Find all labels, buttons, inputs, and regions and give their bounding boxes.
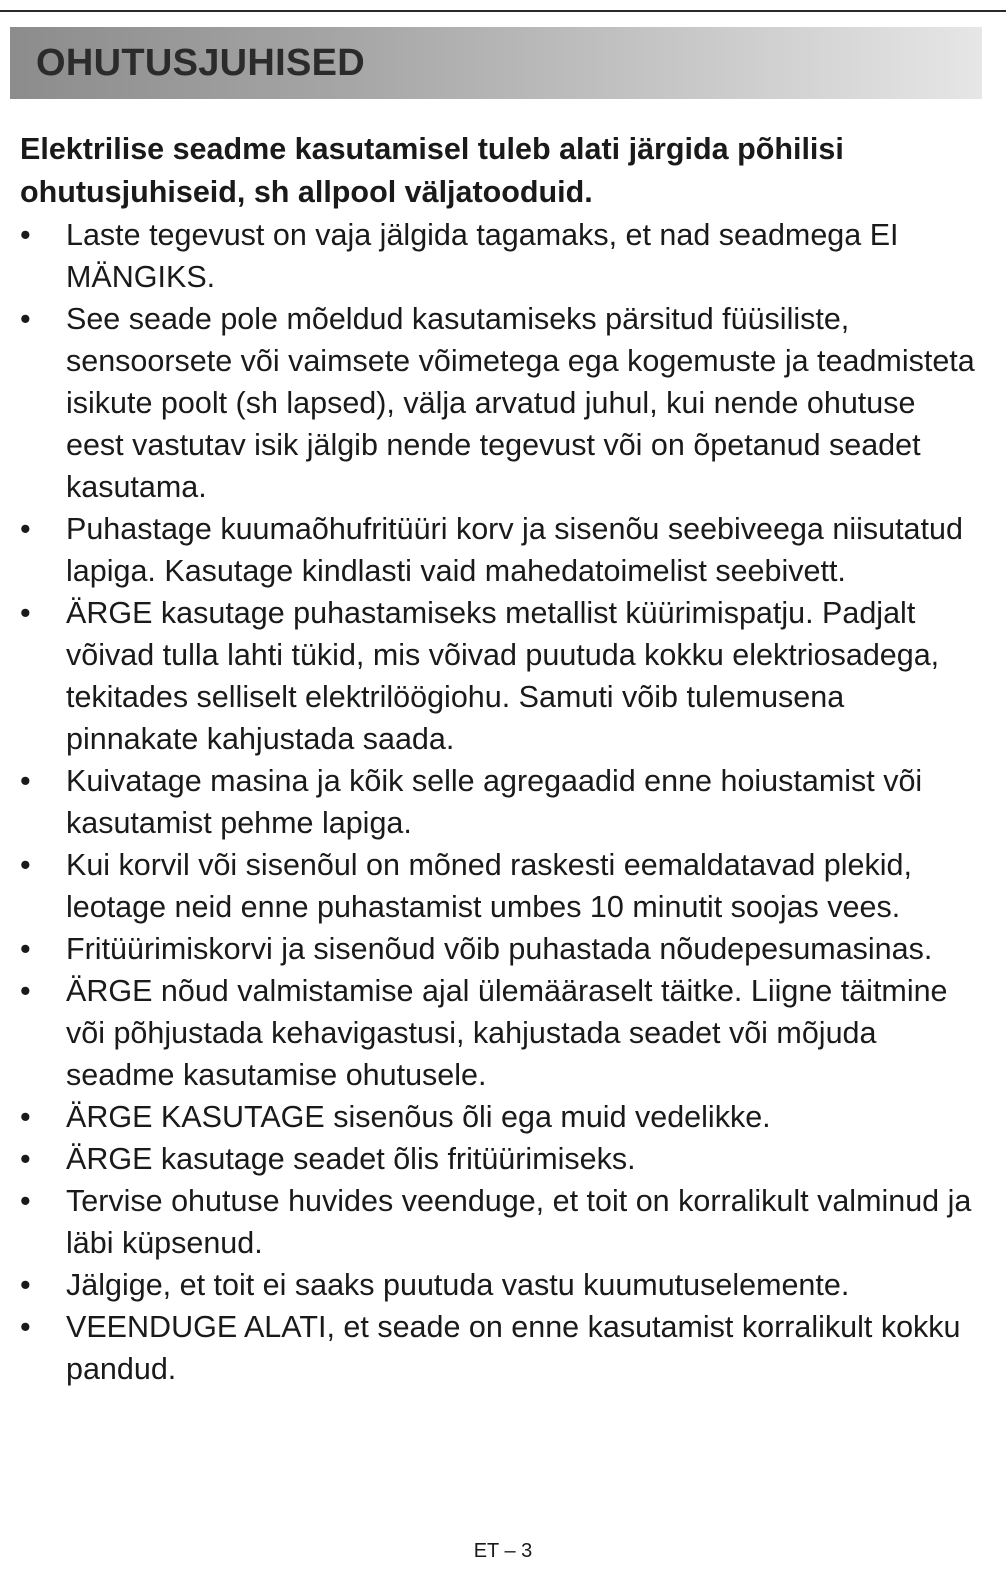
bullet-icon: •: [20, 1268, 31, 1302]
section-header: [10, 27, 982, 99]
bullet-icon: •: [20, 1100, 31, 1134]
list-item-text: ÄRGE kasutage puhastamiseks metallist küürimispatju. Padjalt võivad tulla lahti tükid, mis võivad puutuda kokku elektriosadega, tekitades selliselt elektrilöögiohu. Samuti võib tulemusena pinnakate kahjustada saada.: [66, 596, 940, 756]
bullet-icon: •: [20, 764, 31, 798]
bullet-icon: •: [20, 848, 31, 882]
bullet-icon: •: [20, 596, 31, 630]
bullet-icon: •: [20, 1310, 31, 1344]
list-item-text: ÄRGE kasutage seadet õlis fritüürimiseks.: [66, 1142, 636, 1176]
list-item: [20, 1264, 975, 1306]
list-item: [20, 1096, 975, 1138]
list-item: [20, 844, 975, 928]
list-item: [20, 1306, 975, 1390]
safety-list: [20, 214, 975, 1390]
list-item: [20, 1138, 975, 1180]
content: [20, 128, 975, 1390]
bullet-icon: •: [20, 1142, 31, 1176]
list-item: [20, 970, 975, 1096]
list-item-text: See seade pole mõeldud kasutamiseks pärsitud füüsiliste, sensoorsete või vaimsete võimetega ega kogemuste ja teadmisteta isikute poolt (sh lapsed), välja arvatud juhul, kui nende ohutuse eest vastutav isik jälgib nende tegevust või on õpetanud seadet kasutama.: [66, 302, 975, 504]
page-number: ET – 3: [473, 1540, 533, 1562]
bullet-icon: •: [20, 932, 31, 966]
section-title: OHUTUSJUHISED: [36, 42, 366, 84]
list-item-text: Kui korvil või sisenõul on mõned raskesti eemaldatavad plekid, leotage neid enne puhastamist umbes 10 minutit soojas vees.: [66, 848, 912, 924]
top-rule: [0, 10, 1006, 12]
list-item: [20, 1180, 975, 1264]
bullet-icon: •: [20, 1184, 31, 1218]
bullet-icon: •: [20, 512, 31, 546]
list-item-text: Tervise ohutuse huvides veenduge, et toit on korralikult valminud ja läbi küpsenud.: [66, 1184, 972, 1260]
list-item: [20, 592, 975, 760]
list-item-text: Kuivatage masina ja kõik selle agregaadid enne hoiustamist või kasutamist pehme lapiga.: [66, 764, 923, 840]
list-item-text: VEENDUGE ALATI, et seade on enne kasutamist korralikult kokku pandud.: [66, 1310, 961, 1386]
list-item: [20, 214, 975, 298]
bullet-icon: •: [20, 218, 31, 252]
list-item: [20, 298, 975, 508]
list-item: [20, 928, 975, 970]
list-item: [20, 760, 975, 844]
bullet-icon: •: [20, 302, 31, 336]
list-item-text: Fritüürimiskorvi ja sisenõud võib puhastada nõudepesumasinas.: [66, 932, 933, 966]
list-item-text: ÄRGE KASUTAGE sisenõus õli ega muid vedelikke.: [66, 1100, 771, 1134]
list-item-text: ÄRGE nõud valmistamise ajal ülemääraselt täitke. Liigne täitmine või põhjustada kehavigastusi, kahjustada seadet või mõjuda seadme kasutamise ohutusele.: [66, 974, 948, 1092]
list-item-text: Jälgige, et toit ei saaks puutuda vastu kuumutuselemente.: [66, 1268, 850, 1302]
list-item-text: Laste tegevust on vaja jälgida tagamaks, et nad seadmega EI MÄNGIKS.: [66, 218, 899, 294]
list-item-text: Puhastage kuumaõhufritüüri korv ja sisenõu seebiveega niisutatud lapiga. Kasutage kindlasti vaid mahedatoimelist seebivett.: [66, 512, 963, 588]
bullet-icon: •: [20, 974, 31, 1008]
intro-text: Elektrilise seadme kasutamisel tuleb alati järgida põhilisi ohutusjuhiseid, sh allpool väljatooduid.: [20, 132, 844, 209]
list-item: [20, 508, 975, 592]
